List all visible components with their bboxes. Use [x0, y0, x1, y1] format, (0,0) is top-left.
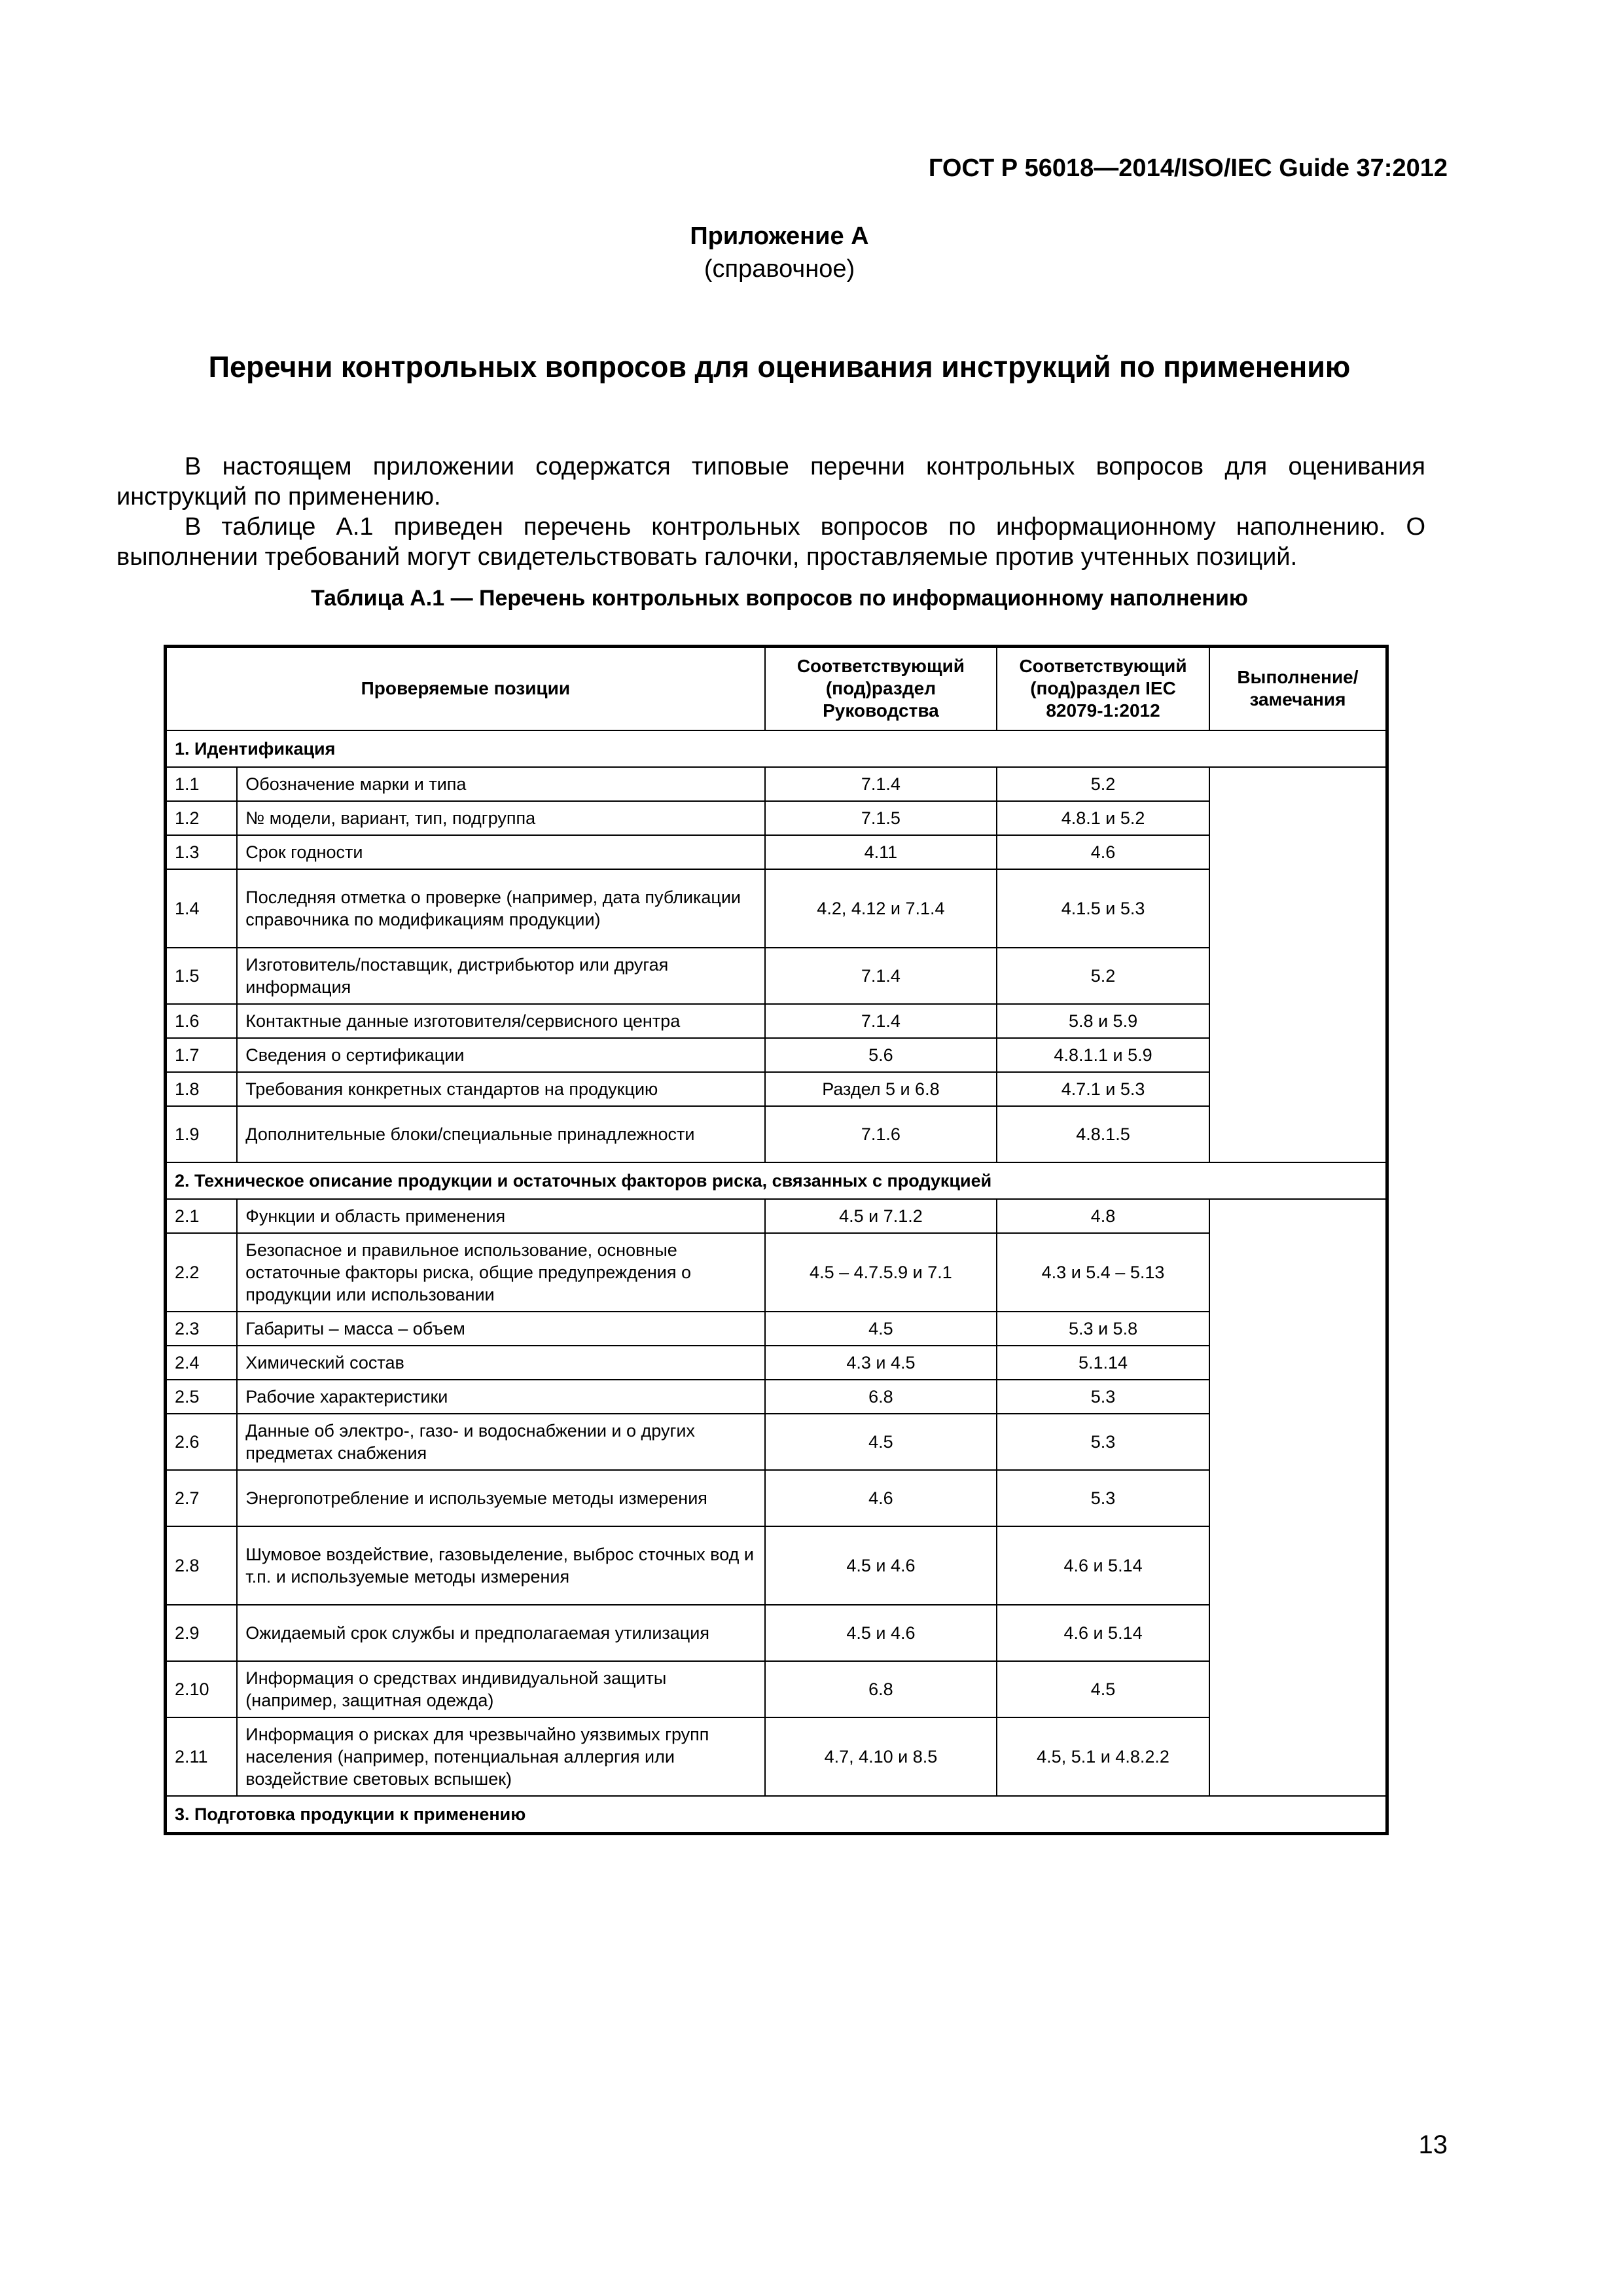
row-position: Изготовитель/поставщик, дистрибьютор или другая информация [237, 948, 764, 1004]
header-remarks: Выполнение/ замечания [1209, 647, 1387, 730]
row-number: 1.1 [166, 767, 238, 801]
table-row [166, 767, 1387, 801]
row-guide-section: 4.5 и 7.1.2 [765, 1199, 997, 1233]
table-header-row [166, 647, 1387, 730]
row-guide-section: 7.1.4 [765, 948, 997, 1004]
row-number: 1.2 [166, 801, 238, 835]
row-position: Рабочие характеристики [237, 1380, 764, 1414]
row-position: № модели, вариант, тип, подгруппа [237, 801, 764, 835]
row-number: 2.5 [166, 1380, 238, 1414]
intro-paragraph-1: В настоящем приложении содержатся типовые перечни контрольных вопросов для оценивания инструкций по применению. [116, 453, 1425, 511]
row-iec-section: 4.8.1.1 и 5.9 [997, 1038, 1209, 1072]
row-position: Последняя отметка о проверке (например, дата публикации справочника по модификациям продукции) [237, 869, 764, 948]
row-position: Функции и область применения [237, 1199, 764, 1233]
row-number: 1.9 [166, 1106, 238, 1162]
page-number: 13 [1418, 2130, 1448, 2159]
row-number: 2.8 [166, 1526, 238, 1605]
row-position: Срок годности [237, 835, 764, 869]
row-guide-section: 6.8 [765, 1380, 997, 1414]
header-guide-section: Соответствующий (под)раздел Руководства [765, 647, 997, 730]
row-iec-section: 4.6 и 5.14 [997, 1526, 1209, 1605]
row-guide-section: 4.5 [765, 1414, 997, 1470]
intro-paragraph-2: В таблице А.1 приведен перечень контрольных вопросов по информационному наполнению. О выполнении требований могут свидетельствовать галочки, проставляемые против учтенных позиций. [116, 513, 1425, 571]
row-guide-section: 4.5 – 4.7.5.9 и 7.1 [765, 1233, 997, 1312]
row-iec-section: 5.3 и 5.8 [997, 1312, 1209, 1346]
section-title: 3. Подготовка продукции к применению [166, 1796, 1387, 1834]
row-position: Контактные данные изготовителя/сервисного центра [237, 1004, 764, 1038]
row-position: Габариты – масса – объем [237, 1312, 764, 1346]
row-number: 1.7 [166, 1038, 238, 1072]
row-position: Обозначение марки и типа [237, 767, 764, 801]
section-row [166, 1162, 1387, 1199]
table-row [166, 1470, 1387, 1526]
row-guide-section: 4.11 [765, 835, 997, 869]
row-number: 1.6 [166, 1004, 238, 1038]
row-guide-section: 4.3 и 4.5 [765, 1346, 997, 1380]
row-position: Сведения о сертификации [237, 1038, 764, 1072]
table-row [166, 1233, 1387, 1312]
row-iec-section: 4.5 [997, 1661, 1209, 1717]
row-iec-section: 4.8 [997, 1199, 1209, 1233]
row-position: Данные об электро-, газо- и водоснабжении и о других предметах снабжения [237, 1414, 764, 1470]
remarks-cell[interactable] [1209, 767, 1387, 1162]
row-number: 2.6 [166, 1414, 238, 1470]
table-row [166, 1038, 1387, 1072]
checklist-table [164, 645, 1389, 1835]
row-guide-section: 7.1.6 [765, 1106, 997, 1162]
row-guide-section: 4.5 и 4.6 [765, 1605, 997, 1661]
row-number: 2.11 [166, 1717, 238, 1796]
row-iec-section: 5.3 [997, 1470, 1209, 1526]
section-title: 1. Идентификация [166, 730, 1387, 767]
row-iec-section: 5.2 [997, 948, 1209, 1004]
table-row [166, 1346, 1387, 1380]
row-guide-section: 7.1.4 [765, 1004, 997, 1038]
row-iec-section: 5.3 [997, 1380, 1209, 1414]
row-number: 2.4 [166, 1346, 238, 1380]
table-row [166, 1004, 1387, 1038]
row-position: Ожидаемый срок службы и предполагаемая утилизация [237, 1605, 764, 1661]
row-guide-section: 7.1.4 [765, 767, 997, 801]
row-number: 2.2 [166, 1233, 238, 1312]
row-iec-section: 5.2 [997, 767, 1209, 801]
row-guide-section: 7.1.5 [765, 801, 997, 835]
row-number: 2.1 [166, 1199, 238, 1233]
header-iec-section: Соответствующий (под)раздел IEC 82079-1:2012 [997, 647, 1209, 730]
remarks-cell[interactable] [1209, 1199, 1387, 1796]
row-number: 1.3 [166, 835, 238, 869]
page-title: Перечни контрольных вопросов для оценивания инструкций по применению [208, 350, 1351, 384]
row-number: 1.8 [166, 1072, 238, 1106]
intro-text [116, 452, 1425, 572]
row-number: 1.5 [166, 948, 238, 1004]
table-row [166, 1072, 1387, 1106]
row-position: Химический состав [237, 1346, 764, 1380]
row-number: 1.4 [166, 869, 238, 948]
row-position: Энергопотребление и используемые методы измерения [237, 1470, 764, 1526]
row-position: Требования конкретных стандартов на продукцию [237, 1072, 764, 1106]
table-row [166, 1605, 1387, 1661]
table-row [166, 1199, 1387, 1233]
row-position: Безопасное и правильное использование, основные остаточные факторы риска, общие предупреждения о продукции или использовании [237, 1233, 764, 1312]
row-position: Дополнительные блоки/специальные принадлежности [237, 1106, 764, 1162]
section-title: 2. Техническое описание продукции и остаточных факторов риска, связанных с продукцией [166, 1162, 1387, 1199]
row-iec-section: 5.1.14 [997, 1346, 1209, 1380]
header-positions: Проверяемые позиции [166, 647, 765, 730]
row-position: Информация о средствах индивидуальной защиты (например, защитная одежда) [237, 1661, 764, 1717]
annex-title: Приложение А [690, 223, 869, 250]
row-iec-section: 5.8 и 5.9 [997, 1004, 1209, 1038]
standard-code: ГОСТ Р 56018—2014/ISO/IEC Guide 37:2012 [928, 154, 1448, 182]
section-row [166, 730, 1387, 767]
table-row [166, 1106, 1387, 1162]
row-guide-section: 4.6 [765, 1470, 997, 1526]
section-row [166, 1796, 1387, 1834]
row-position: Информация о рисках для чрезвычайно уязвимых групп населения (например, потенциальная аллергия или воздействие световых вспышек) [237, 1717, 764, 1796]
annex-subtitle: (справочное) [704, 255, 855, 283]
table-row [166, 1526, 1387, 1605]
table-row [166, 1717, 1387, 1796]
row-iec-section: 4.1.5 и 5.3 [997, 869, 1209, 948]
table-caption: Таблица А.1 — Перечень контрольных вопросов по информационному наполнению [311, 586, 1248, 611]
row-iec-section: 5.3 [997, 1414, 1209, 1470]
row-guide-section: 5.6 [765, 1038, 997, 1072]
table-row [166, 1414, 1387, 1470]
row-guide-section: 4.5 и 4.6 [765, 1526, 997, 1605]
row-guide-section: 4.5 [765, 1312, 997, 1346]
row-iec-section: 4.5, 5.1 и 4.8.2.2 [997, 1717, 1209, 1796]
row-guide-section: 6.8 [765, 1661, 997, 1717]
table-row [166, 835, 1387, 869]
table-row [166, 1380, 1387, 1414]
row-guide-section: Раздел 5 и 6.8 [765, 1072, 997, 1106]
row-iec-section: 4.8.1.5 [997, 1106, 1209, 1162]
row-guide-section: 4.7, 4.10 и 8.5 [765, 1717, 997, 1796]
row-iec-section: 4.7.1 и 5.3 [997, 1072, 1209, 1106]
table-row [166, 1661, 1387, 1717]
table-row [166, 948, 1387, 1004]
row-iec-section: 4.6 [997, 835, 1209, 869]
row-number: 2.3 [166, 1312, 238, 1346]
row-iec-section: 4.8.1 и 5.2 [997, 801, 1209, 835]
table-row [166, 1312, 1387, 1346]
row-iec-section: 4.3 и 5.4 – 5.13 [997, 1233, 1209, 1312]
row-iec-section: 4.6 и 5.14 [997, 1605, 1209, 1661]
row-number: 2.7 [166, 1470, 238, 1526]
table-row [166, 801, 1387, 835]
row-number: 2.10 [166, 1661, 238, 1717]
table-row [166, 869, 1387, 948]
row-guide-section: 4.2, 4.12 и 7.1.4 [765, 869, 997, 948]
row-number: 2.9 [166, 1605, 238, 1661]
row-position: Шумовое воздействие, газовыделение, выброс сточных вод и т.п. и используемые методы измерения [237, 1526, 764, 1605]
table-body [166, 730, 1387, 1834]
